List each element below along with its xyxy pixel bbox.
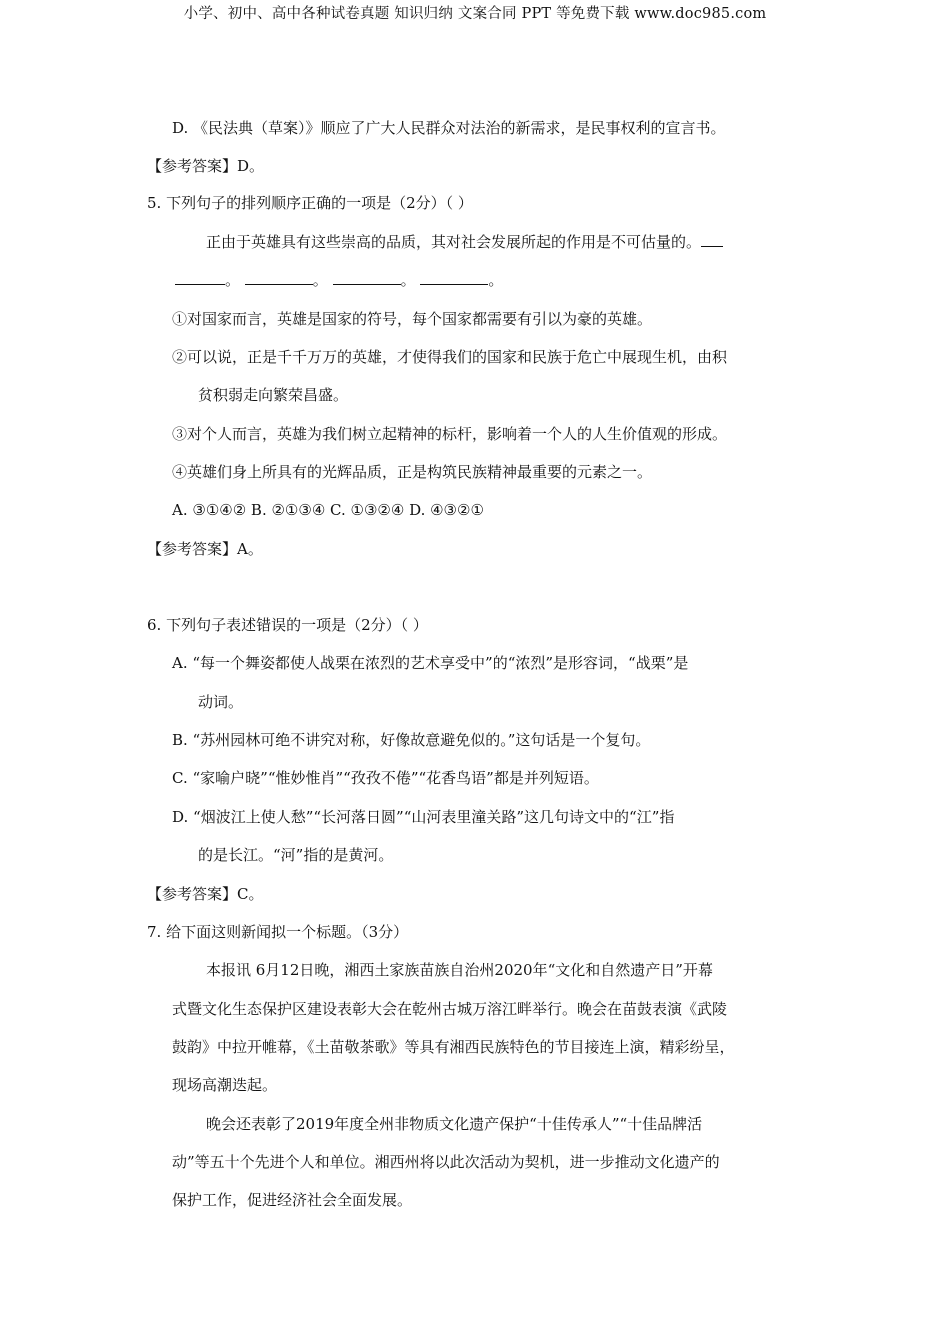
q4-answer: 【参考答案】D。 [147,157,265,175]
q7-news-line: 本报讯 6月12日晚，湘西土家族苗族自治州2020年“文化和自然遗产日”开幕 [206,961,713,979]
q7-news-line: 保护工作，促进经济社会全面发展。 [172,1191,413,1209]
q6-option-continued: 的是长江。“河”指的是黄河。 [198,846,394,864]
q5-passage-text: 正由于英雄具有这些崇高的品质，其对社会发展所起的作用是不可估量的。 [206,233,702,251]
answer-blank [701,232,723,247]
q5-sentence: ①对国家而言，英雄是国家的符号，每个国家都需要有引以为豪的英雄。 [172,310,653,328]
q5-passage [206,232,723,252]
answer-blank [420,270,488,285]
q6-option: A. “每一个舞姿都使人战栗在浓烈的艺术享受中”的“浓烈”是形容词，“战栗”是 [172,654,689,672]
q7-news-line: 现场高潮迭起。 [172,1076,278,1094]
q5-sentence: ③对个人而言，英雄为我们树立起精神的标杆，影响着一个人的人生价值观的形成。 [172,425,728,443]
q6-option: B. “苏州园林可绝不讲究对称，好像故意避免似的。”这句话是一个复句。 [172,731,651,749]
q7-news-line: 晚会还表彰了2019年度全州非物质文化遗产保护“十佳传承人”“十佳品牌活 [206,1115,703,1133]
q6-option: C. “家喻户晓”“惟妙惟肖”“孜孜不倦”“花香鸟语”都是并列短语。 [172,769,599,787]
q6-answer: 【参考答案】C。 [147,885,264,903]
blank-separator: 。 [400,271,416,289]
answer-blank [175,270,225,285]
blank-separator: 。 [225,271,241,289]
q5-options: A. ③①④② B. ②①③④ C. ①③②④ D. ④③②① [172,501,484,519]
q5-answer: 【参考答案】A。 [147,540,263,558]
q5-sentence: ②可以说，正是千千万万的英雄，才使得我们的国家和民族于危亡中展现生机，由积 [172,348,728,366]
q7-stem: 7. 给下面这则新闻拟一个标题。（3分） [147,923,409,941]
answer-blank [245,270,313,285]
blank-separator: 。 [488,271,504,289]
q5-sentence-continued: 贫积弱走向繁荣昌盛。 [198,386,349,404]
q6-option: D. “烟波江上使人愁”“长河落日圆”“山河表里潼关路”这几句诗文中的“江”指 [172,808,675,826]
q6-stem: 6. 下列句子表述错误的一项是（2分）（ ） [147,616,428,634]
q7-news-line: 式暨文化生态保护区建设表彰大会在乾州古城万溶江畔举行。晚会在苗鼓表演《武陵 [172,1000,728,1018]
q5-blanks [175,270,503,290]
blank-separator: 。 [312,271,328,289]
answer-blank [333,270,401,285]
q7-news-line: 鼓韵》中拉开帷幕，《土苗敬茶歌》等具有湘西民族特色的节目接连上演，精彩纷呈， [172,1038,735,1056]
q7-news-line: 动”等五十个先进个人和单位。湘西州将以此次活动为契机，进一步推动文化遗产的 [172,1153,720,1171]
q5-stem: 5. 下列句子的排列顺序正确的一项是（2分）（ ） [147,194,473,212]
q4-option-d: D. 《民法典（草案）》顺应了广大人民群众对法治的新需求，是民事权利的宣言书。 [172,119,726,137]
page-header: 小学、初中、高中各种试卷真题 知识归纳 文案合同 PPT 等免费下载 www.doc985.com [183,6,767,22]
q6-option-continued: 动词。 [198,693,244,711]
q5-sentence: ④英雄们身上所具有的光辉品质，正是构筑民族精神最重要的元素之一。 [172,463,653,481]
